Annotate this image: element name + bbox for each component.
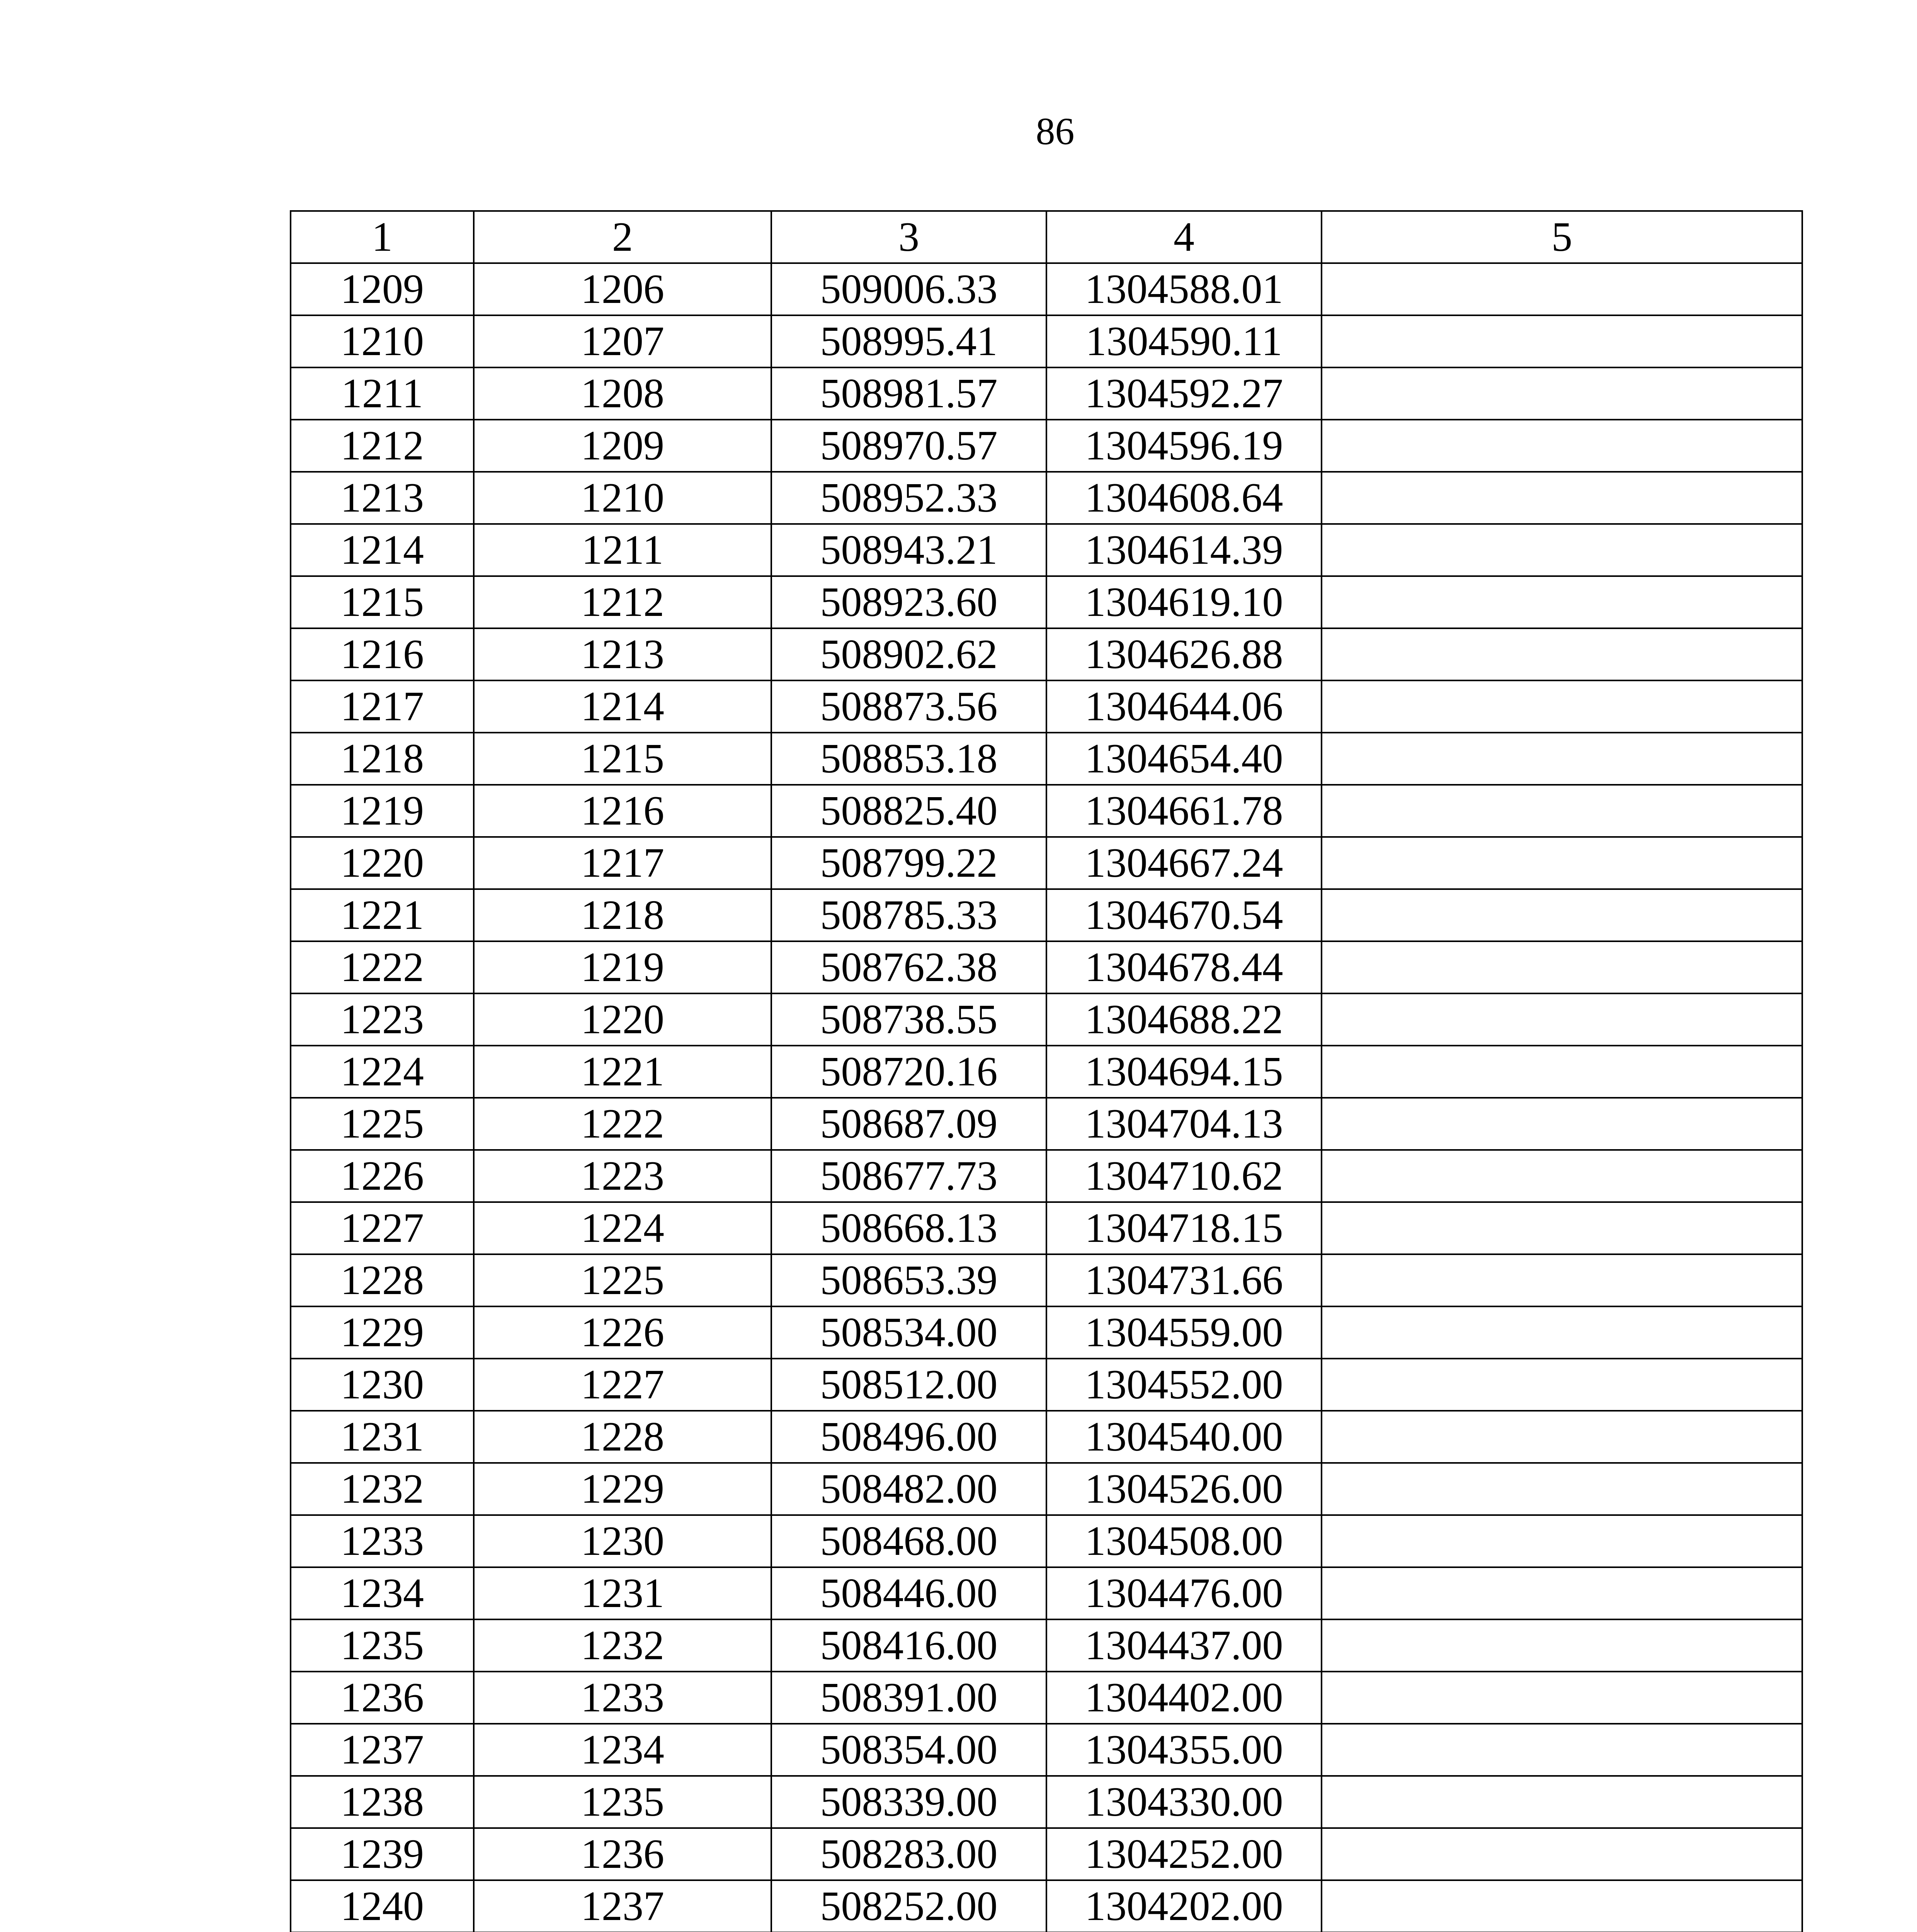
table-row — [291, 367, 1802, 420]
table-row — [291, 1306, 1802, 1359]
table-cell: 508943.21 — [771, 524, 1046, 576]
table-cell: 508252.00 — [771, 1880, 1046, 1932]
table-cell: 1304592.27 — [1046, 367, 1322, 420]
table-cell: 508446.00 — [771, 1567, 1046, 1619]
column-header: 1 — [291, 211, 474, 263]
table-cell — [1322, 993, 1802, 1046]
table-cell: 1226 — [474, 1306, 771, 1359]
table-cell: 1219 — [291, 785, 474, 837]
table-row — [291, 1411, 1802, 1463]
table-cell: 1304596.19 — [1046, 420, 1322, 472]
table-row — [291, 1828, 1802, 1880]
table-cell: 508853.18 — [771, 733, 1046, 785]
table-cell: 1232 — [474, 1619, 771, 1672]
table-row — [291, 680, 1802, 733]
table-body — [291, 263, 1802, 1932]
table-cell: 1231 — [474, 1567, 771, 1619]
table-cell — [1322, 1306, 1802, 1359]
table-cell — [1322, 367, 1802, 420]
table-cell: 1209 — [291, 263, 474, 315]
table-cell: 1211 — [474, 524, 771, 576]
table-cell: 1213 — [291, 472, 474, 524]
table-row — [291, 1202, 1802, 1254]
table-cell: 1209 — [474, 420, 771, 472]
table-cell: 1230 — [474, 1515, 771, 1567]
table-row — [291, 472, 1802, 524]
table-cell — [1322, 1619, 1802, 1672]
table-cell: 1214 — [474, 680, 771, 733]
table-cell: 1222 — [474, 1098, 771, 1150]
column-header: 4 — [1046, 211, 1322, 263]
table-cell: 1304437.00 — [1046, 1619, 1322, 1672]
table-cell: 1223 — [474, 1150, 771, 1202]
table-row — [291, 628, 1802, 680]
table-cell: 508468.00 — [771, 1515, 1046, 1567]
table-cell: 508339.00 — [771, 1776, 1046, 1828]
table-cell: 508952.33 — [771, 472, 1046, 524]
table-cell: 508687.09 — [771, 1098, 1046, 1150]
table-row — [291, 1515, 1802, 1567]
table-row — [291, 1359, 1802, 1411]
table-row — [291, 889, 1802, 941]
table-cell: 1304202.00 — [1046, 1880, 1322, 1932]
table-cell: 508762.38 — [771, 941, 1046, 993]
table-row — [291, 785, 1802, 837]
table-cell: 1215 — [291, 576, 474, 628]
table-cell: 508677.73 — [771, 1150, 1046, 1202]
table-cell: 1304619.10 — [1046, 576, 1322, 628]
table-cell: 1220 — [291, 837, 474, 889]
table-cell: 1217 — [291, 680, 474, 733]
table-cell: 1304670.54 — [1046, 889, 1322, 941]
table-cell: 1235 — [474, 1776, 771, 1828]
table-cell: 1212 — [474, 576, 771, 628]
table-cell — [1322, 1776, 1802, 1828]
table-cell: 1216 — [474, 785, 771, 837]
table-cell: 1210 — [291, 315, 474, 367]
table-cell: 1218 — [474, 889, 771, 941]
table-cell: 1304667.24 — [1046, 837, 1322, 889]
table-cell: 1304476.00 — [1046, 1567, 1322, 1619]
table-cell: 1228 — [474, 1411, 771, 1463]
table-cell: 1304559.00 — [1046, 1306, 1322, 1359]
table-header-row — [291, 211, 1802, 263]
table-cell: 1223 — [291, 993, 474, 1046]
table-cell — [1322, 263, 1802, 315]
table-cell: 1229 — [474, 1463, 771, 1515]
table-cell: 1207 — [474, 315, 771, 367]
table-cell: 1304688.22 — [1046, 993, 1322, 1046]
table-cell: 508534.00 — [771, 1306, 1046, 1359]
table-cell: 1218 — [291, 733, 474, 785]
table-cell: 1233 — [291, 1515, 474, 1567]
table-row — [291, 837, 1802, 889]
table-row — [291, 941, 1802, 993]
table-cell: 1304540.00 — [1046, 1411, 1322, 1463]
table-cell: 1304252.00 — [1046, 1828, 1322, 1880]
column-header: 2 — [474, 211, 771, 263]
table-cell — [1322, 524, 1802, 576]
table-cell: 1304704.13 — [1046, 1098, 1322, 1150]
table-cell — [1322, 628, 1802, 680]
table-cell: 508825.40 — [771, 785, 1046, 837]
table-row — [291, 1724, 1802, 1776]
table-row — [291, 1619, 1802, 1672]
table-cell — [1322, 1567, 1802, 1619]
table-cell — [1322, 1828, 1802, 1880]
table-cell: 1304588.01 — [1046, 263, 1322, 315]
table-cell: 1236 — [474, 1828, 771, 1880]
table-row — [291, 1672, 1802, 1724]
table-cell: 1231 — [291, 1411, 474, 1463]
table-cell: 1304694.15 — [1046, 1046, 1322, 1098]
table-cell: 508653.39 — [771, 1254, 1046, 1306]
table-cell: 1230 — [291, 1359, 474, 1411]
table-cell — [1322, 576, 1802, 628]
table-cell: 508981.57 — [771, 367, 1046, 420]
coordinates-table — [290, 210, 1803, 1932]
table-cell: 1235 — [291, 1619, 474, 1672]
table-cell — [1322, 420, 1802, 472]
table-row — [291, 1098, 1802, 1150]
table-cell — [1322, 837, 1802, 889]
table-cell — [1322, 1098, 1802, 1150]
table-cell — [1322, 1463, 1802, 1515]
table-cell — [1322, 1880, 1802, 1932]
table-cell — [1322, 941, 1802, 993]
table-cell: 509006.33 — [771, 263, 1046, 315]
table-cell: 1228 — [291, 1254, 474, 1306]
table-row — [291, 993, 1802, 1046]
page-number: 86 — [1036, 110, 1075, 153]
table-cell: 1213 — [474, 628, 771, 680]
table-row — [291, 315, 1802, 367]
table-cell: 1304678.44 — [1046, 941, 1322, 993]
table-cell: 1206 — [474, 263, 771, 315]
table-cell: 1304552.00 — [1046, 1359, 1322, 1411]
table-row — [291, 1567, 1802, 1619]
table-cell — [1322, 733, 1802, 785]
table-cell: 508512.00 — [771, 1359, 1046, 1411]
table-cell: 508785.33 — [771, 889, 1046, 941]
table-cell: 508970.57 — [771, 420, 1046, 472]
table-cell: 508902.62 — [771, 628, 1046, 680]
table-cell: 508799.22 — [771, 837, 1046, 889]
table-cell: 1304330.00 — [1046, 1776, 1322, 1828]
table-cell: 1304654.40 — [1046, 733, 1322, 785]
table-cell — [1322, 1724, 1802, 1776]
table-cell: 508482.00 — [771, 1463, 1046, 1515]
table-cell: 1214 — [291, 524, 474, 576]
table-cell: 1226 — [291, 1150, 474, 1202]
table-row — [291, 1880, 1802, 1932]
table-cell: 1304355.00 — [1046, 1724, 1322, 1776]
table-cell: 1304731.66 — [1046, 1254, 1322, 1306]
table-cell: 1304718.15 — [1046, 1202, 1322, 1254]
table-cell: 508496.00 — [771, 1411, 1046, 1463]
table-cell: 1233 — [474, 1672, 771, 1724]
table-row — [291, 1046, 1802, 1098]
table-cell: 1238 — [291, 1776, 474, 1828]
table-cell: 508283.00 — [771, 1828, 1046, 1880]
table-cell: 1304644.06 — [1046, 680, 1322, 733]
table-cell: 508923.60 — [771, 576, 1046, 628]
table-cell: 1224 — [291, 1046, 474, 1098]
table-row — [291, 263, 1802, 315]
table-cell: 1232 — [291, 1463, 474, 1515]
table-cell: 1304526.00 — [1046, 1463, 1322, 1515]
table-cell — [1322, 680, 1802, 733]
table-row — [291, 420, 1802, 472]
table-cell: 1225 — [291, 1098, 474, 1150]
table-cell — [1322, 889, 1802, 941]
table-cell: 1304626.88 — [1046, 628, 1322, 680]
table-cell: 1227 — [291, 1202, 474, 1254]
table-cell: 1210 — [474, 472, 771, 524]
table-cell: 1219 — [474, 941, 771, 993]
table-cell: 1237 — [474, 1880, 771, 1932]
table-cell: 508668.13 — [771, 1202, 1046, 1254]
table-row — [291, 1463, 1802, 1515]
table-cell: 1304608.64 — [1046, 472, 1322, 524]
table-cell — [1322, 1411, 1802, 1463]
coordinates-table-container — [290, 210, 1803, 1932]
table-cell: 1234 — [291, 1567, 474, 1619]
table-cell: 1304508.00 — [1046, 1515, 1322, 1567]
table-cell: 1211 — [291, 367, 474, 420]
table-cell: 1234 — [474, 1724, 771, 1776]
table-cell — [1322, 1359, 1802, 1411]
table-cell: 1222 — [291, 941, 474, 993]
table-cell: 508354.00 — [771, 1724, 1046, 1776]
table-cell: 508416.00 — [771, 1619, 1046, 1672]
table-cell — [1322, 1515, 1802, 1567]
column-header: 3 — [771, 211, 1046, 263]
table-cell — [1322, 315, 1802, 367]
table-cell — [1322, 1046, 1802, 1098]
table-cell — [1322, 785, 1802, 837]
table-cell: 1304614.39 — [1046, 524, 1322, 576]
table-cell — [1322, 1150, 1802, 1202]
table-cell: 1227 — [474, 1359, 771, 1411]
table-cell: 1240 — [291, 1880, 474, 1932]
table-cell — [1322, 1202, 1802, 1254]
table-cell: 1216 — [291, 628, 474, 680]
table-row — [291, 1150, 1802, 1202]
table-cell: 1236 — [291, 1672, 474, 1724]
table-cell: 1208 — [474, 367, 771, 420]
table-cell: 1212 — [291, 420, 474, 472]
table-cell: 508738.55 — [771, 993, 1046, 1046]
table-cell: 1215 — [474, 733, 771, 785]
table-cell: 1304402.00 — [1046, 1672, 1322, 1724]
table-cell: 1221 — [474, 1046, 771, 1098]
table-row — [291, 1776, 1802, 1828]
table-cell — [1322, 1672, 1802, 1724]
table-cell: 1237 — [291, 1724, 474, 1776]
column-header: 5 — [1322, 211, 1802, 263]
table-cell: 1239 — [291, 1828, 474, 1880]
table-cell: 1224 — [474, 1202, 771, 1254]
table-row — [291, 733, 1802, 785]
table-row — [291, 1254, 1802, 1306]
table-cell — [1322, 472, 1802, 524]
table-cell: 1225 — [474, 1254, 771, 1306]
table-row — [291, 524, 1802, 576]
table-row — [291, 576, 1802, 628]
table-cell: 508720.16 — [771, 1046, 1046, 1098]
table-cell: 508391.00 — [771, 1672, 1046, 1724]
table-cell: 1229 — [291, 1306, 474, 1359]
table-cell: 508873.56 — [771, 680, 1046, 733]
table-cell: 1304710.62 — [1046, 1150, 1322, 1202]
table-cell: 1217 — [474, 837, 771, 889]
table-cell: 508995.41 — [771, 315, 1046, 367]
table-cell: 1220 — [474, 993, 771, 1046]
table-cell: 1304590.11 — [1046, 315, 1322, 367]
table-cell: 1221 — [291, 889, 474, 941]
table-cell — [1322, 1254, 1802, 1306]
table-cell: 1304661.78 — [1046, 785, 1322, 837]
